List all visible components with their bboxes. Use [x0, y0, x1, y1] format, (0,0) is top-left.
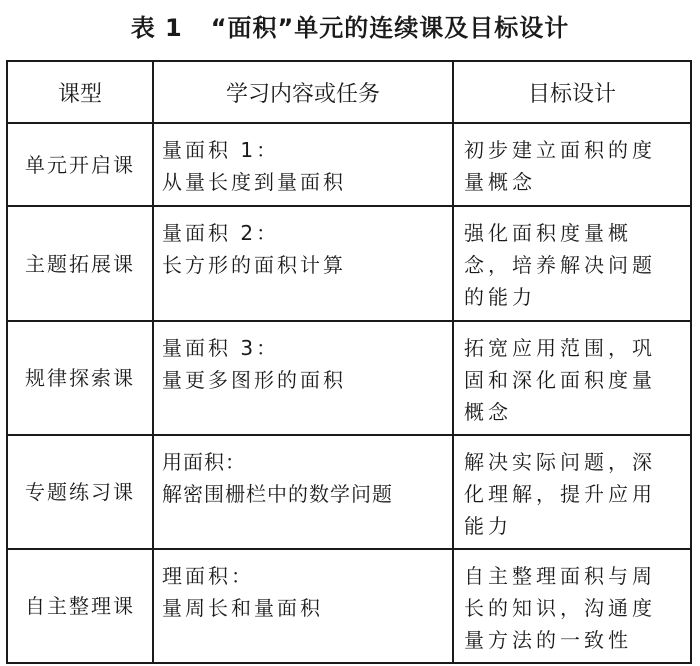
content-line: 用面积： — [162, 450, 246, 474]
lesson-design-table — [6, 60, 692, 664]
content-line: 理面积： — [162, 564, 254, 588]
goal-line: 初步建立面积的度 — [464, 138, 656, 162]
header-goal: 目标设计 — [453, 61, 691, 123]
content-cell — [153, 549, 453, 663]
content-line: 量面积 2： — [162, 221, 280, 245]
header-lesson-type: 课型 — [7, 61, 153, 123]
goal-line: 概念 — [464, 400, 512, 424]
table-row — [7, 435, 691, 549]
goal-line: 量方法的一致性 — [464, 628, 632, 652]
goal-line: 念，培养解决问题 — [464, 253, 656, 277]
goal-line: 拓宽应用范围，巩 — [464, 336, 656, 360]
header-content: 学习内容或任务 — [153, 61, 453, 123]
goal-cell — [453, 435, 691, 549]
lesson-type-cell: 自主整理课 — [7, 549, 153, 663]
content-line: 长方形的面积计算 — [162, 253, 346, 277]
content-line: 量更多图形的面积 — [162, 368, 346, 392]
content-cell — [153, 206, 453, 321]
goal-line: 能力 — [464, 514, 512, 538]
content-line: 从量长度到量面积 — [162, 170, 346, 194]
goal-line: 自主整理面积与周 — [464, 564, 656, 588]
content-cell — [153, 321, 453, 435]
content-cell — [153, 435, 453, 549]
content-line: 量周长和量面积 — [162, 596, 323, 620]
table-title: “面积”单元的连续课及目标设计 — [210, 14, 570, 42]
content-cell — [153, 123, 453, 206]
goal-cell — [453, 206, 691, 321]
table-row — [7, 123, 691, 206]
lesson-type-cell: 单元开启课 — [7, 123, 153, 206]
goal-line: 固和深化面积度量 — [464, 368, 656, 392]
table-number: 表 1 — [130, 14, 183, 42]
goal-line: 强化面积度量概 — [464, 221, 632, 245]
lesson-type-cell: 规律探索课 — [7, 321, 153, 435]
goal-cell — [453, 321, 691, 435]
lesson-type-cell: 主题拓展课 — [7, 206, 153, 321]
table-row — [7, 549, 691, 663]
content-line: 解密围栅栏中的数学问题 — [162, 482, 393, 506]
goal-line: 长的知识，沟通度 — [464, 596, 656, 620]
content-line: 量面积 3： — [162, 336, 280, 360]
goal-line: 的能力 — [464, 285, 536, 309]
header-row — [7, 61, 691, 123]
table-row — [7, 206, 691, 321]
goal-line: 量概念 — [464, 170, 536, 194]
table-row — [7, 321, 691, 435]
goal-line: 解决实际问题，深 — [464, 450, 656, 474]
goal-cell — [453, 549, 691, 663]
lesson-type-cell: 专题练习课 — [7, 435, 153, 549]
goal-cell — [453, 123, 691, 206]
goal-line: 化理解，提升应用 — [464, 482, 656, 506]
table-caption — [0, 0, 700, 56]
content-line: 量面积 1： — [162, 138, 280, 162]
